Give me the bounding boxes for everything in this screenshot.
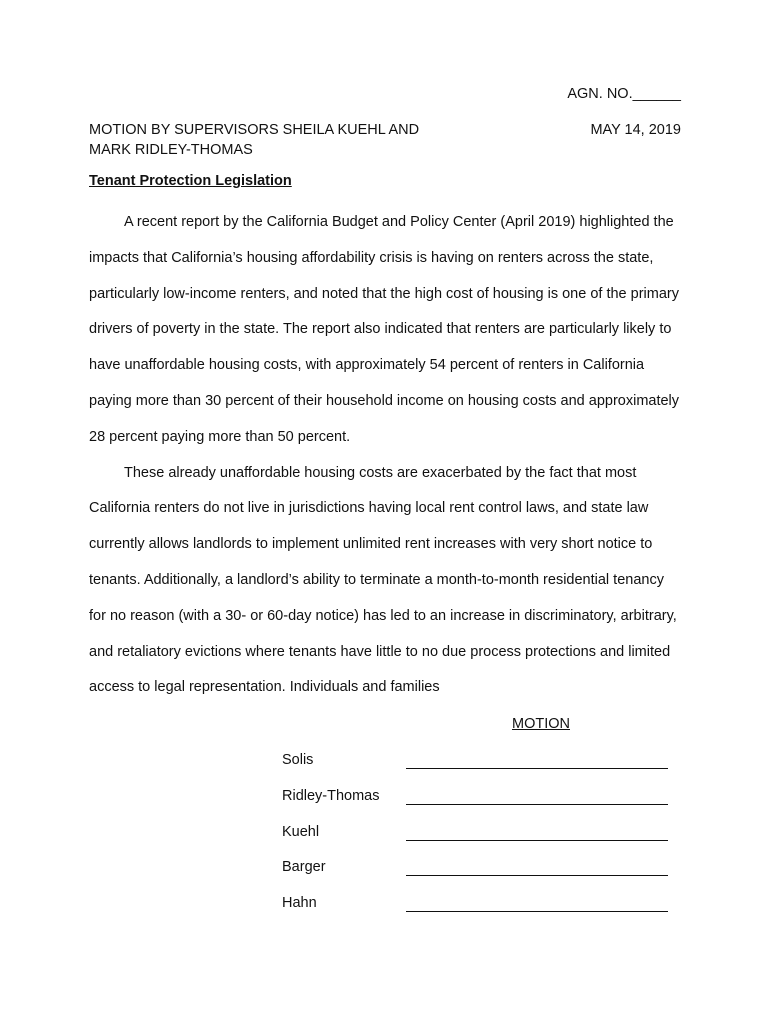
signature-line [406,875,668,876]
motion-header [89,120,681,160]
motion-date: MAY 14, 2019 [590,122,681,138]
vote-row [282,895,672,931]
supervisor-name: Barger [282,859,326,876]
body-text [89,205,681,706]
supervisor-name: Kuehl [282,823,320,840]
vote-list [282,752,672,931]
supervisor-name: Solis [282,752,314,768]
supervisor-name: Hahn [282,895,317,912]
vote-row [282,824,672,860]
motion-sponsors-line-1: MOTION BY SUPERVISORS SHEILA KUEHL AND [89,122,420,138]
supervisor-name: Ridley-Thomas [282,787,380,804]
paragraph-1: A recent report by the California Budget and Policy Center (April 2019) highlighted the impacts that California’s housing affordability crisis is having on renters across the state, particularly low-income renters, and noted that the high cost of housing is one of the primary drivers of poverty in the state. The report also indicated that renters are particularly likely to have unaffordable housing costs, with approximately 54 percent of renters in California paying more than 30 percent of their household income on housing costs and approximately 28 percent paying more than 50 percent. [89,214,680,445]
vote-row [282,752,672,788]
vote-row [282,788,672,824]
paragraph-2: These already unaffordable housing costs are exacerbated by the fact that most California renters do not live in jurisdictions having local rent control laws, and state law currently allows landlords to implement unlimited rent increases with very short notice to tenants. Additionally, a landlord’s ability to terminate a month-to-month residential tenancy for no reason (with a 30- or 60-day notice) has led to an increase in discriminatory, arbitrary, and retaliatory evictions where tenants have little to no due process protections and limited access to legal representation. Individuals and families [89,464,677,696]
motion-heading: MOTION [512,716,570,732]
document-title: Tenant Protection Legislation [89,173,292,189]
vote-row [282,859,672,895]
motion-sponsors-line-2: MARK RIDLEY-THOMAS [89,142,253,158]
signature-line [406,804,668,805]
motion-sponsors [89,120,469,160]
signature-line [406,768,668,769]
agenda-number: AGN. NO.______ [567,86,681,102]
signature-line [406,911,668,912]
signature-line [406,840,668,841]
